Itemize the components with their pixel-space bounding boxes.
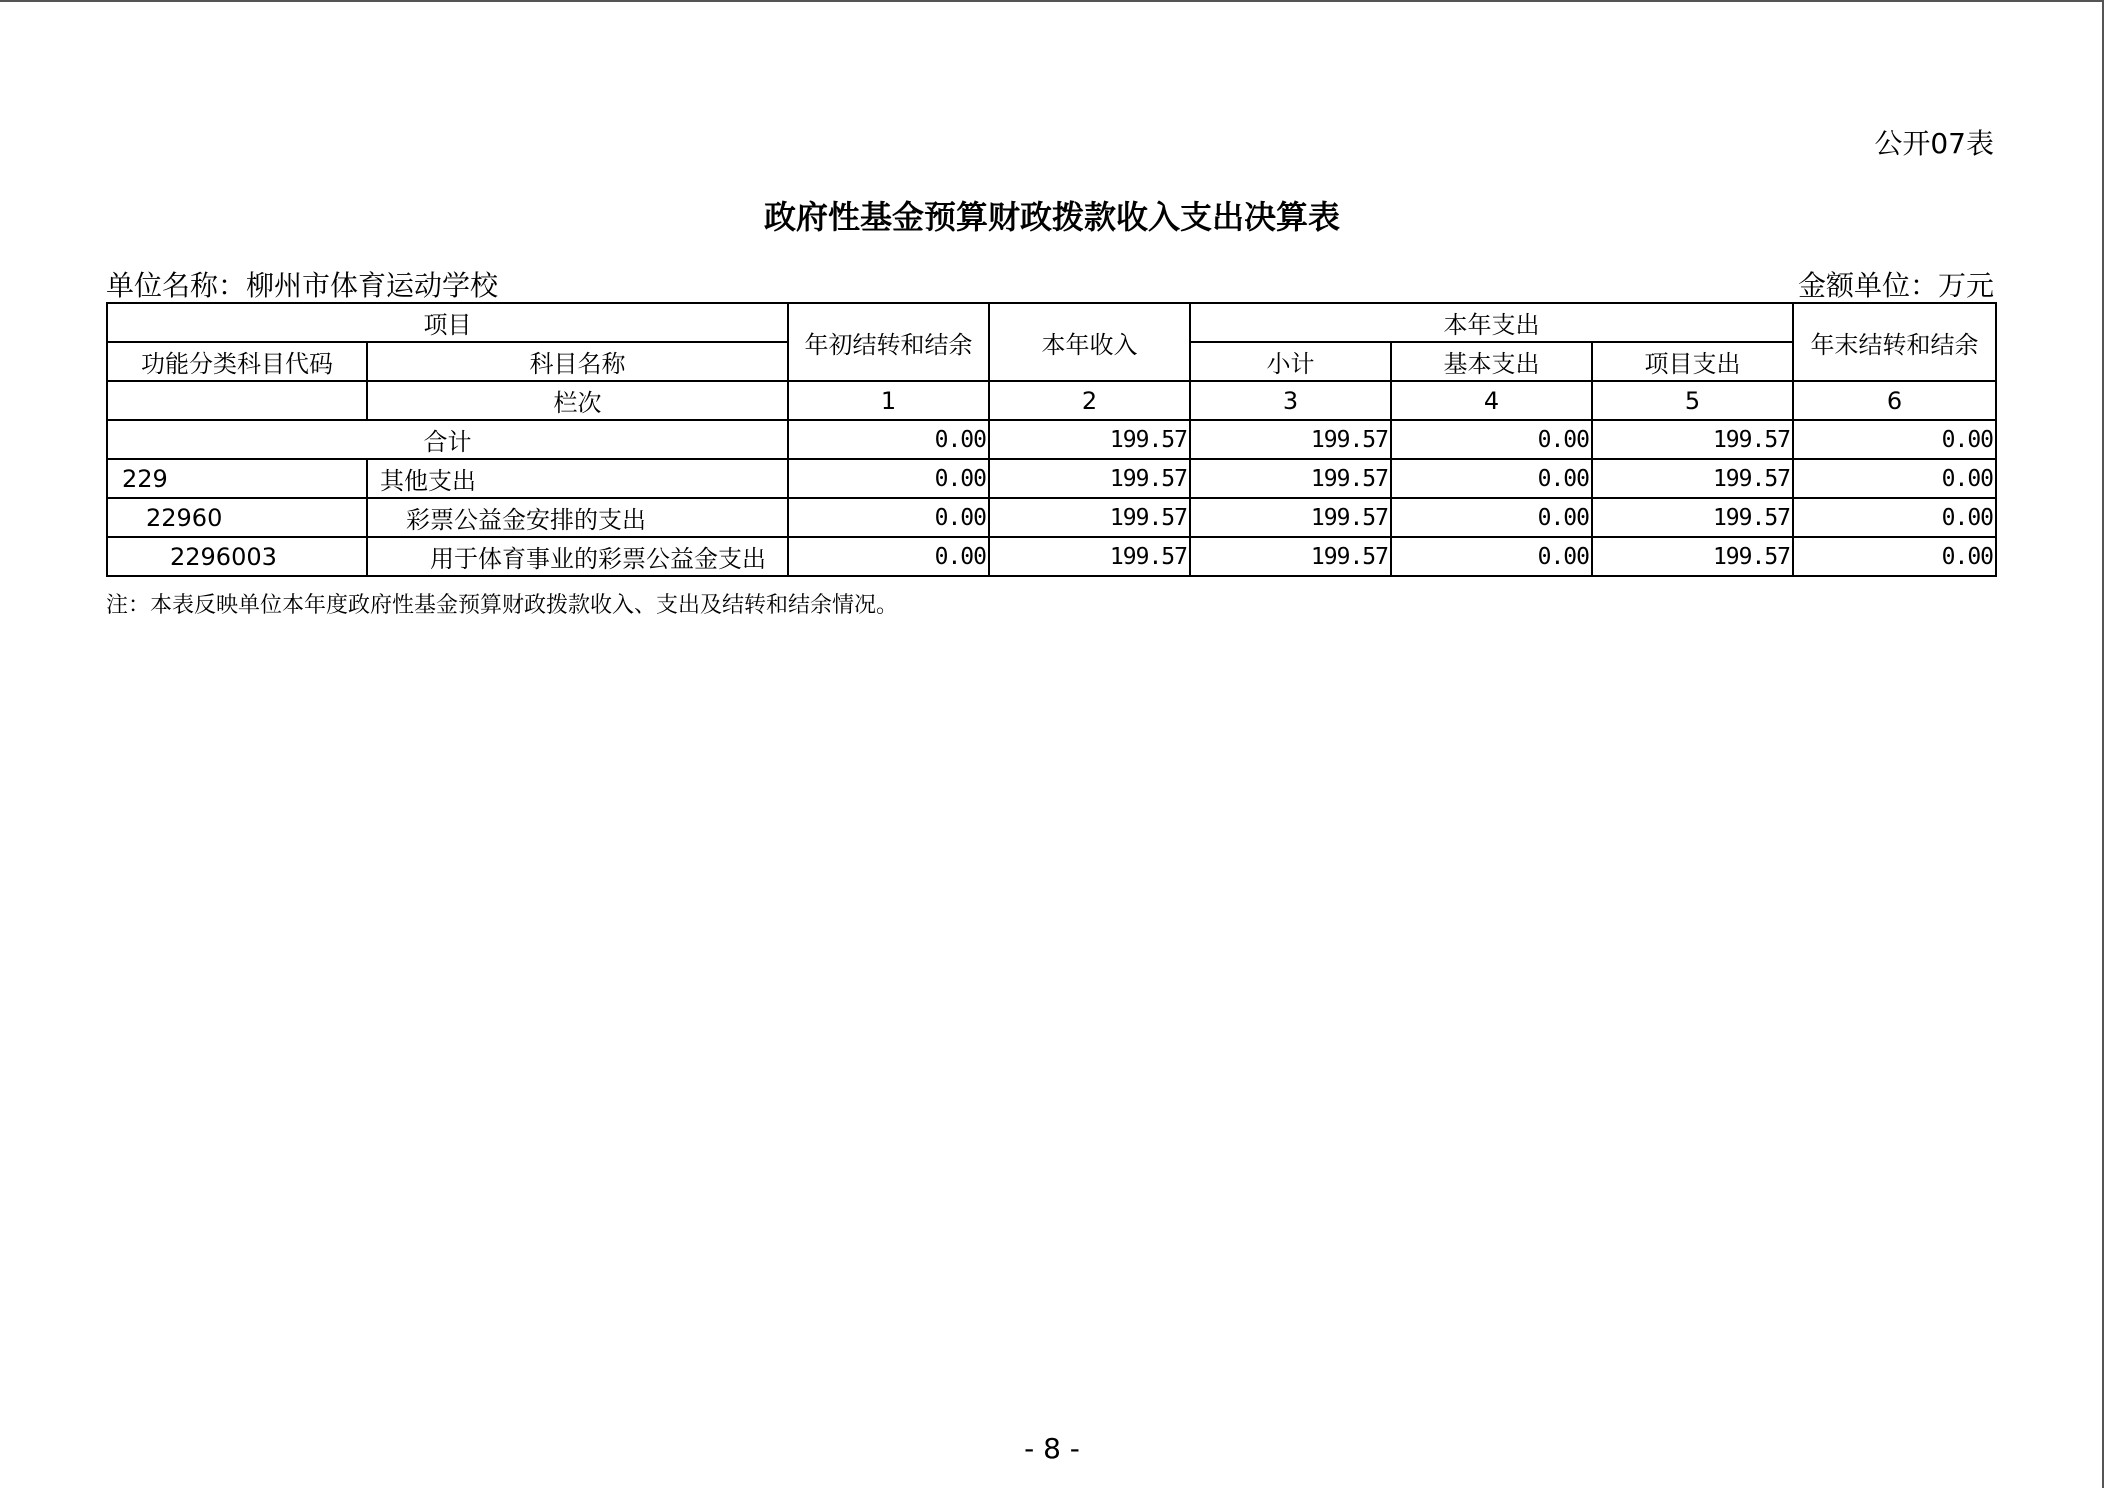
- row-basic-expense: 0.00: [1391, 498, 1592, 537]
- form-code: 公开07表: [1874, 127, 1994, 160]
- column-index-empty: [107, 381, 367, 420]
- header-project-expense: 项目支出: [1592, 342, 1793, 381]
- column-index-6: 6: [1793, 381, 1996, 420]
- row-subtotal: 199.57: [1190, 537, 1391, 576]
- header-basic-expense: 基本支出: [1391, 342, 1592, 381]
- header-current-income: 本年收入: [989, 303, 1190, 381]
- column-index-row: [107, 381, 1996, 420]
- total-subtotal: 199.57: [1190, 420, 1391, 459]
- row-code: 22960: [107, 498, 367, 537]
- document-title: 政府性基金预算财政拨款收入支出决算表: [763, 198, 1340, 236]
- total-current-income: 199.57: [989, 420, 1190, 459]
- row-beginning-balance: 0.00: [788, 498, 989, 537]
- column-index-4: 4: [1391, 381, 1592, 420]
- page-border-top: [0, 0, 2104, 2]
- column-index-2: 2: [989, 381, 1190, 420]
- row-name: 彩票公益金安排的支出: [367, 498, 788, 537]
- table-row: [107, 459, 1996, 498]
- row-beginning-balance: 0.00: [788, 537, 989, 576]
- row-beginning-balance: 0.00: [788, 459, 989, 498]
- header-ending-balance: 年末结转和结余: [1793, 303, 1996, 381]
- page-number: - 8 -: [1024, 1432, 1080, 1465]
- total-basic-expense: 0.00: [1391, 420, 1592, 459]
- row-code: 229: [107, 459, 367, 498]
- header-subject-name: 科目名称: [367, 342, 788, 381]
- row-current-income: 199.57: [989, 459, 1190, 498]
- row-name: 其他支出: [367, 459, 788, 498]
- row-project-expense: 199.57: [1592, 459, 1793, 498]
- row-basic-expense: 0.00: [1391, 537, 1592, 576]
- table-row: [107, 537, 1996, 576]
- row-subtotal: 199.57: [1190, 498, 1391, 537]
- header-current-expense: 本年支出: [1190, 303, 1793, 342]
- header-beginning-balance: 年初结转和结余: [788, 303, 989, 381]
- row-basic-expense: 0.00: [1391, 459, 1592, 498]
- column-index-5: 5: [1592, 381, 1793, 420]
- total-label: 合计: [107, 420, 788, 459]
- row-ending-balance: 0.00: [1793, 537, 1996, 576]
- row-code: 2296003: [107, 537, 367, 576]
- table-row: [107, 498, 1996, 537]
- amount-unit: 金额单位：万元: [1797, 269, 1994, 302]
- unit-name: 单位名称：柳州市体育运动学校: [106, 269, 499, 302]
- column-index-3: 3: [1190, 381, 1391, 420]
- column-index-label: 栏次: [367, 381, 788, 420]
- total-ending-balance: 0.00: [1793, 420, 1996, 459]
- row-project-expense: 199.57: [1592, 537, 1793, 576]
- row-current-income: 199.57: [989, 498, 1190, 537]
- total-beginning-balance: 0.00: [788, 420, 989, 459]
- fund-table: [106, 302, 1997, 577]
- row-current-income: 199.57: [989, 537, 1190, 576]
- column-index-1: 1: [788, 381, 989, 420]
- total-row: [107, 420, 1996, 459]
- footnote: 注：本表反映单位本年度政府性基金预算财政拨款收入、支出及结转和结余情况。: [106, 593, 899, 618]
- row-project-expense: 199.57: [1592, 498, 1793, 537]
- row-ending-balance: 0.00: [1793, 498, 1996, 537]
- row-name: 用于体育事业的彩票公益金支出: [367, 537, 788, 576]
- total-project-expense: 199.57: [1592, 420, 1793, 459]
- header-project: 项目: [107, 303, 788, 342]
- header-function-code: 功能分类科目代码: [107, 342, 367, 381]
- row-subtotal: 199.57: [1190, 459, 1391, 498]
- row-ending-balance: 0.00: [1793, 459, 1996, 498]
- header-subtotal: 小计: [1190, 342, 1391, 381]
- header-row-1: [107, 303, 1996, 342]
